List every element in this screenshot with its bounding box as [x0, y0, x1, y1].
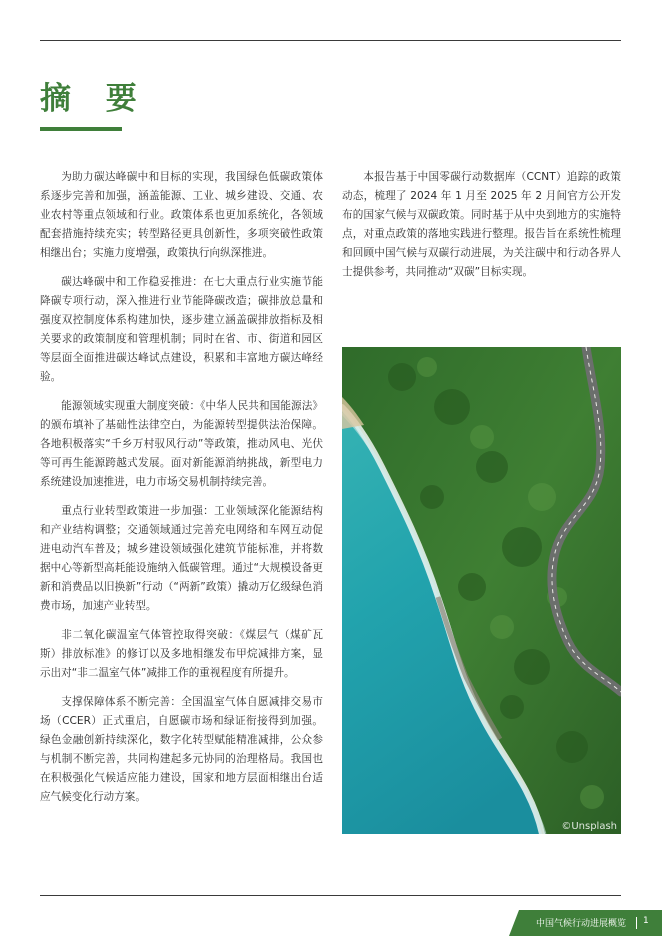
footer-separator	[636, 917, 637, 929]
right-column	[342, 168, 621, 292]
aerial-coast-illustration	[342, 347, 621, 834]
paragraph-report-intro: 本报告基于中国零碳行动数据库（CCNT）追踪的政策动态，梳理了 2024 年 1 月至 2025 年 2 月间官方公开发布的国家气候与双碳政策。同时基于从中央到地方的实施特点，对重点政策的落地实践进行整理。报告旨在系统性梳理和回顾中国气候与双碳行动进展，为关注碳中和行动各界人士提供参考，共同推动“双碳”目标实现。	[342, 171, 621, 278]
paragraph-intro: 为助力碳达峰碳中和目标的实现，我国绿色低碳政策体系逐步完善和加强，涵盖能源、工业、城乡建设、交通、农业农村等重点领域和行业。政策体系也更加系统化，各领域配套措施持续充实；转型路径更具创新性，多项突破性政策相继出台；实施力度增强，政策执行向纵深推进。	[40, 171, 323, 259]
paragraph-peak-neutral: 碳达峰碳中和工作稳妥推进：在七大重点行业实施节能降碳专项行动，深入推进行业节能降碳改造；碳排放总量和强度双控制度体系构建加快，逐步建立涵盖碳排放指标及相关要求的政策制度和管理机制；同时在省、市、街道和园区等层面全面推进碳达峰试点建设，积累和丰富地方碳达峰经验。	[40, 276, 323, 383]
page-number: 1	[643, 916, 649, 926]
footer-report-title: 中国气候行动进展概览	[536, 919, 627, 929]
bottom-rule	[40, 895, 621, 896]
paragraph-energy: 能源领域实现重大制度突破：《中华人民共和国能源法》的颁布填补了基础性法律空白，为能源转型提供法治保障。各地积极落实“千乡万村驭风行动”等政策，推动风电、光伏等可再生能源跨越式发展。面对新能源消纳挑战，新型电力系统建设加速推进，电力市场交易机制持续完善。	[40, 400, 323, 488]
page-title: 摘 要	[40, 81, 149, 117]
coastal-road-photo	[342, 347, 621, 834]
top-rule	[40, 40, 621, 41]
title-underline	[40, 127, 122, 131]
left-column	[40, 168, 323, 817]
photo-credit: ©Unsplash	[561, 821, 617, 832]
paragraph-industry: 重点行业转型政策进一步加强：工业领域深化能源结构和产业结构调整；交通领域通过完善充电网络和车网互动促进电动汽车普及；城乡建设领域强化建筑节能标准，并将数据中心等新型高耗能设施纳入低碳管理。通过“大规模设备更新和消费品以旧换新”行动（“两新”政策）撬动万亿级绿色消费市场，加速产业转型。	[40, 505, 323, 612]
paragraph-non-co2: 非二氧化碳温室气体管控取得突破：《煤层气（煤矿瓦斯）排放标准》的修订以及多地相继发布甲烷减排方案，显示出对“非二温室气体”减排工作的重视程度有所提升。	[40, 629, 323, 679]
paragraph-support: 支撑保障体系不断完善：全国温室气体自愿减排交易市场（CCER）正式重启，自愿碳市场和绿证衔接得到加强。绿色金融创新持续深化，数字化转型赋能精准减排，公众参与机制不断完善，共同构建起多元协同的治理格局。我国也在积极强化气候适应能力建设，国家和地方层面相继出台适应气候变化行动方案。	[40, 696, 323, 803]
